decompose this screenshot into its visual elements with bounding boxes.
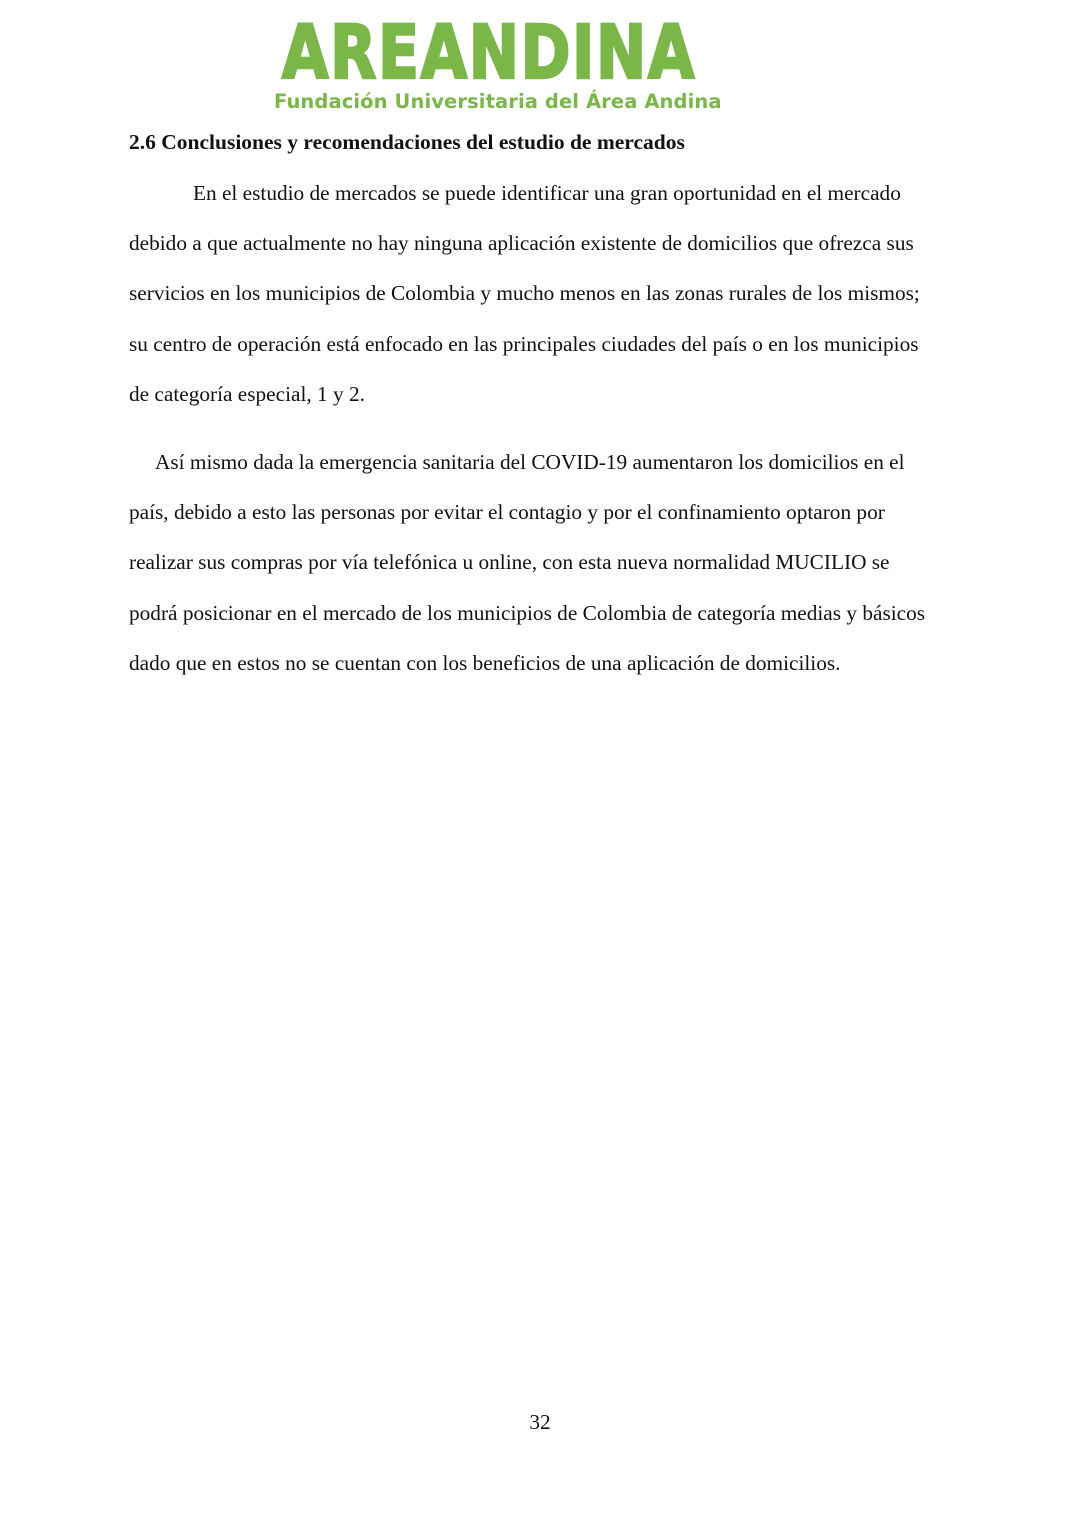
areandina-logo — [274, 10, 722, 116]
areandina-wordmark — [274, 10, 704, 96]
paragraph-line: realizar sus compras por vía telefónica u online, con esta nueva normalidad MUCILIO se — [129, 550, 890, 575]
section-heading: 2.6 Conclusiones y recomendaciones del estudio de mercados — [129, 130, 685, 154]
paragraph-line: podrá posicionar en el mercado de los municipios de Colombia de categoría medias y básicos — [129, 600, 926, 625]
svg-text:AREANDINA: AREANDINA — [282, 10, 696, 96]
paragraph-line: de categoría especial, 1 y 2. — [129, 381, 365, 406]
paragraph-line: Así mismo dada la emergencia sanitaria del COVID-19 aumentaron los domicilios en el — [155, 450, 905, 475]
paragraph-market-opportunity — [129, 168, 959, 419]
paragraph-line: servicios en los municipios de Colombia y mucho menos en las zonas rurales de los mismos; — [129, 281, 920, 306]
paragraph-line: dado que en estos no se cuentan con los beneficios de una aplicación de domicilios. — [129, 650, 841, 675]
page-number: 32 — [529, 1410, 551, 1434]
paragraph-line: país, debido a esto las personas por evitar el contagio y por el confinamiento optaron por — [129, 500, 885, 525]
paragraph-line: En el estudio de mercados se puede identificar una gran oportunidad en el mercado — [193, 181, 901, 205]
paragraph-line: su centro de operación está enfocado en las principales ciudades del país o en los municipios — [129, 331, 919, 356]
paragraph-line: debido a que actualmente no hay ninguna aplicación existente de domicilios que ofrezca sus — [129, 231, 914, 256]
document-body — [129, 127, 959, 688]
logo-subtitle: Fundación Universitaria del Área Andina — [274, 90, 722, 113]
paragraph-covid-context — [129, 437, 959, 688]
